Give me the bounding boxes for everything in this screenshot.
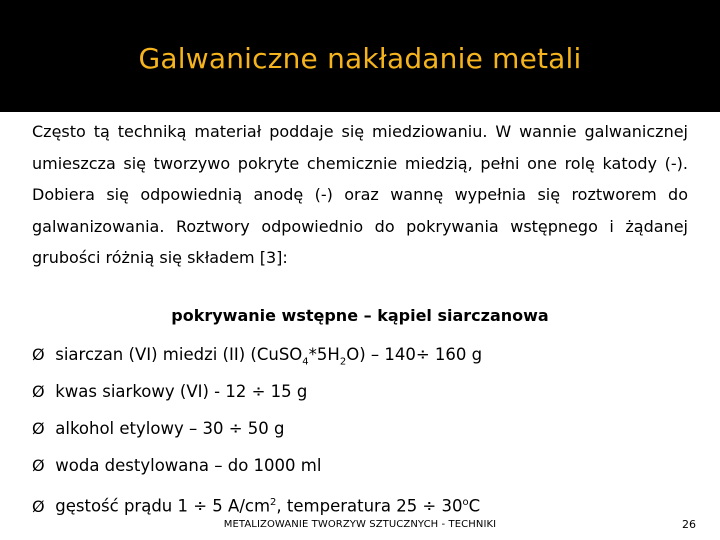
arrow-bullet-icon: Ø <box>32 345 45 364</box>
arrow-bullet-icon: Ø <box>32 419 45 438</box>
footer-text: METALIZOWANIE TWORZYW SZTUCZNYCH - TECHNIKI <box>223 519 497 530</box>
paragraph-line: grubości różnią się składem [3]: <box>32 248 288 267</box>
body-paragraph <box>32 116 688 274</box>
page-number: 26 <box>682 518 696 531</box>
list-item: Ø gęstość prądu 1 ÷ 5 $A/cm^2$, temperatura $25 \div 30^oC$ <box>32 488 692 525</box>
paragraph-line: galwanizowania. Roztwory odpowiednio do pokrywania wstępnego i żądanej <box>32 216 688 236</box>
list-item: Ø woda destylowana – do 1000 ml <box>32 451 692 488</box>
list-item: Ø siarczan (VI) miedzi (II) $(CuSO_4*5H_2O) - 140\div 160$ g <box>32 340 692 377</box>
arrow-bullet-icon: Ø <box>32 382 45 401</box>
ingredient-list <box>32 340 692 525</box>
paragraph-line: umieszcza się tworzywo pokryte chemicznie miedzią, pełni one rolę katody (-). <box>32 153 688 173</box>
list-item: Ø kwas siarkowy (VI) - 12 ÷ 15 g <box>32 377 692 414</box>
paragraph-line: Dobiera się odpowiednią anodę (-) oraz wannę wypełnia się roztworem do <box>32 185 688 204</box>
slide-title: Galwaniczne nakładanie metali <box>138 42 582 75</box>
paragraph-line: Często tą techniką materiał poddaje się miedziowaniu. W wannie galwanicznej <box>32 122 688 141</box>
list-item: Ø alkohol etylowy – 30 ÷ 50 g <box>32 414 692 451</box>
arrow-bullet-icon: Ø <box>32 496 45 516</box>
arrow-bullet-icon: Ø <box>32 456 45 475</box>
section-subheading: pokrywanie wstępne – kąpiel siarczanowa <box>171 306 549 325</box>
